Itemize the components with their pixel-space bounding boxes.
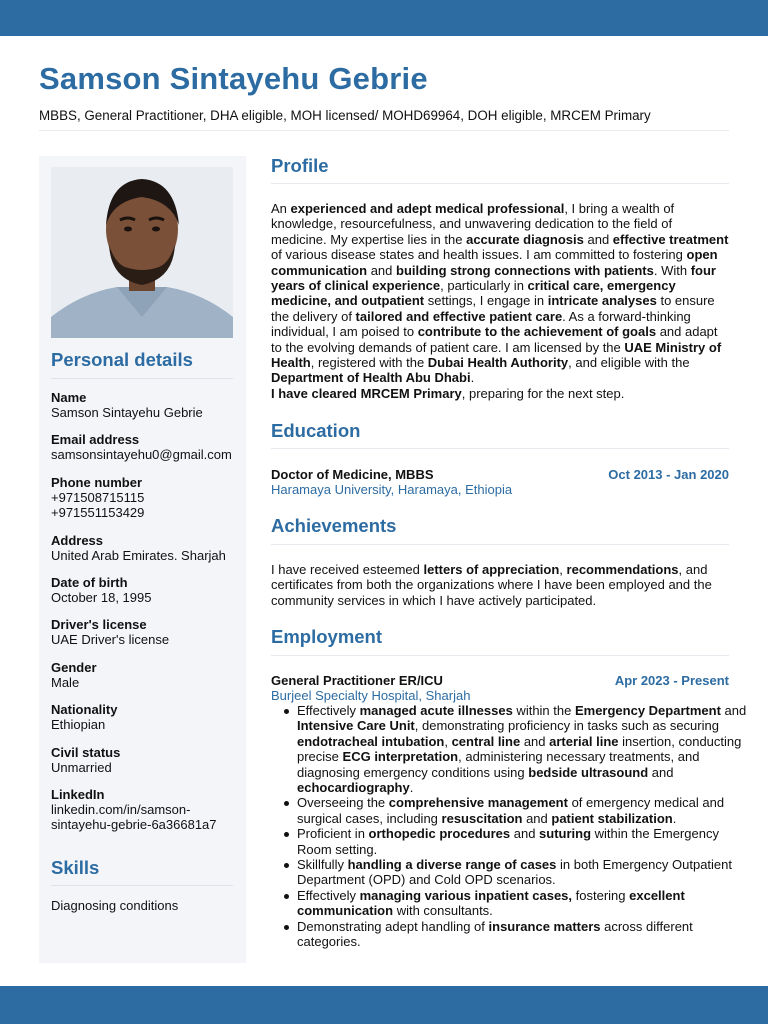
detail-value: Ethiopian [51, 717, 106, 733]
detail-address [51, 533, 246, 563]
portrait-illustration [51, 167, 233, 338]
list-item: Effectively managed acute illnesses within the Emergency Department and Intensive Care Unit, demonstrating proficiency in tasks such as securing endotracheal intubation, central line and arterial line insertion, conducting precise ECG interpretation, administering necessary treatments, and diagnosing emergency conditions using bedside ultrasound and echocardiography. [297, 703, 755, 795]
profile-summary: An experienced and adept medical professional, I bring a wealth of knowledge, resourcefulness, and unwavering dedication to the field of medicine. My expertise lies in the accurate diagnosis and effective treatment of various disease states and health issues. I am committed to fostering open communication and building strong connections with patients. With four years of clinical experience, particularly in critical care, emergency medicine, and outpatient settings, I engage in intricate analyses to ensure the delivery of tailored and effective patient care. As a forward-thinking individual, I am poised to contribute to the achievement of goals and adapt to the evolving demands of patient care. I am licensed by the UAE Ministry of Health, registered with the Dubai Health Authority, and eligible with the Department of Health Abu Dhabi. I have cleared MRCEM Primary, preparing for the next step. [271, 201, 729, 401]
detail-drivers-license [51, 617, 246, 647]
detail-value: +971508715115 +971551153429 [51, 489, 145, 521]
list-item: Skillfully handling a diverse range of cases in both Emergency Outpatient Department (OPD) and Cold OPD scenarios. [297, 857, 755, 888]
education-institution: Haramaya University, Haramaya, Ethiopia [271, 482, 513, 497]
profile-heading: Profile [271, 155, 329, 176]
sidebar [39, 156, 246, 963]
personal-details-divider [51, 378, 233, 379]
education-divider [271, 448, 729, 449]
list-item: Proficient in orthopedic procedures and suturing within the Emergency Room setting. [297, 826, 755, 857]
detail-date-of-birth [51, 575, 246, 605]
detail-phone [51, 475, 246, 521]
detail-email [51, 432, 246, 462]
top-banner [0, 0, 768, 36]
detail-value: United Arab Emirates. Sharjah [51, 547, 226, 563]
detail-label: Driver's license [51, 617, 147, 633]
header-divider [39, 130, 729, 131]
detail-label: Address [51, 532, 104, 548]
detail-nationality [51, 702, 246, 732]
linkedin-link[interactable]: linkedin.com/in/samson- sintayehu-gebrie-6a36681a7 [51, 802, 217, 833]
detail-label: Gender [51, 659, 97, 675]
detail-name [51, 390, 246, 420]
personal-details-list [51, 390, 246, 845]
candidate-name: Samson Sintayehu Gebrie [39, 61, 428, 96]
profile-photo [51, 167, 233, 338]
list-item: Effectively managing various inpatient cases, fostering excellent communication with consultants. [297, 888, 755, 919]
detail-gender [51, 660, 246, 690]
list-item: Demonstrating adept handling of insurance matters across different categories. [297, 919, 755, 950]
skills-heading: Skills [51, 857, 100, 878]
skill-item: Diagnosing conditions [51, 898, 179, 913]
job-dates: Apr 2023 - Present [614, 673, 729, 688]
education-dates: Oct 2013 - Jan 2020 [608, 467, 729, 482]
skills-divider [51, 885, 233, 886]
job-employer: Burjeel Specialty Hospital, Sharjah [271, 688, 471, 703]
achievements-text: I have received esteemed letters of appreciation, recommendations, and certificates from both the organizations where I have been employed and the community services in which I have actively participated. [271, 562, 712, 608]
achievements-divider [271, 544, 729, 545]
detail-label: Date of birth [51, 575, 128, 591]
detail-label: Civil status [51, 744, 121, 760]
job-title: General Practitioner ER/ICU [271, 673, 443, 688]
detail-value: UAE Driver's license [51, 632, 170, 648]
education-heading: Education [271, 420, 361, 441]
detail-linkedin [51, 787, 246, 833]
detail-value: Unmarried [51, 759, 112, 775]
detail-value: October 18, 1995 [51, 590, 152, 606]
profile-divider [271, 183, 729, 184]
job-responsibilities [271, 703, 755, 950]
bottom-banner [0, 986, 768, 1024]
detail-value: Samson Sintayehu Gebrie [51, 405, 203, 420]
detail-label: Email address [51, 432, 140, 448]
list-item: Overseeing the comprehensive management of emergency medical and surgical cases, including resuscitation and patient stabilization. [297, 795, 755, 826]
detail-label: Nationality [51, 702, 118, 718]
detail-label: Name [51, 390, 87, 405]
employment-divider [271, 655, 729, 656]
employment-heading: Employment [271, 626, 383, 647]
detail-value[interactable]: samsonsintayehu0@gmail.com [51, 447, 232, 463]
detail-label: LinkedIn [51, 787, 105, 803]
detail-label: Phone number [51, 474, 143, 490]
detail-value: Male [51, 674, 80, 690]
candidate-subtitle: MBBS, General Practitioner, DHA eligible, MOH licensed/ MOHD69964, DOH eligible, MRCEM Primary [39, 108, 651, 123]
personal-details-heading: Personal details [51, 349, 193, 370]
achievements-heading: Achievements [271, 515, 397, 536]
education-degree: Doctor of Medicine, MBBS [271, 467, 434, 482]
detail-civil-status [51, 745, 246, 775]
